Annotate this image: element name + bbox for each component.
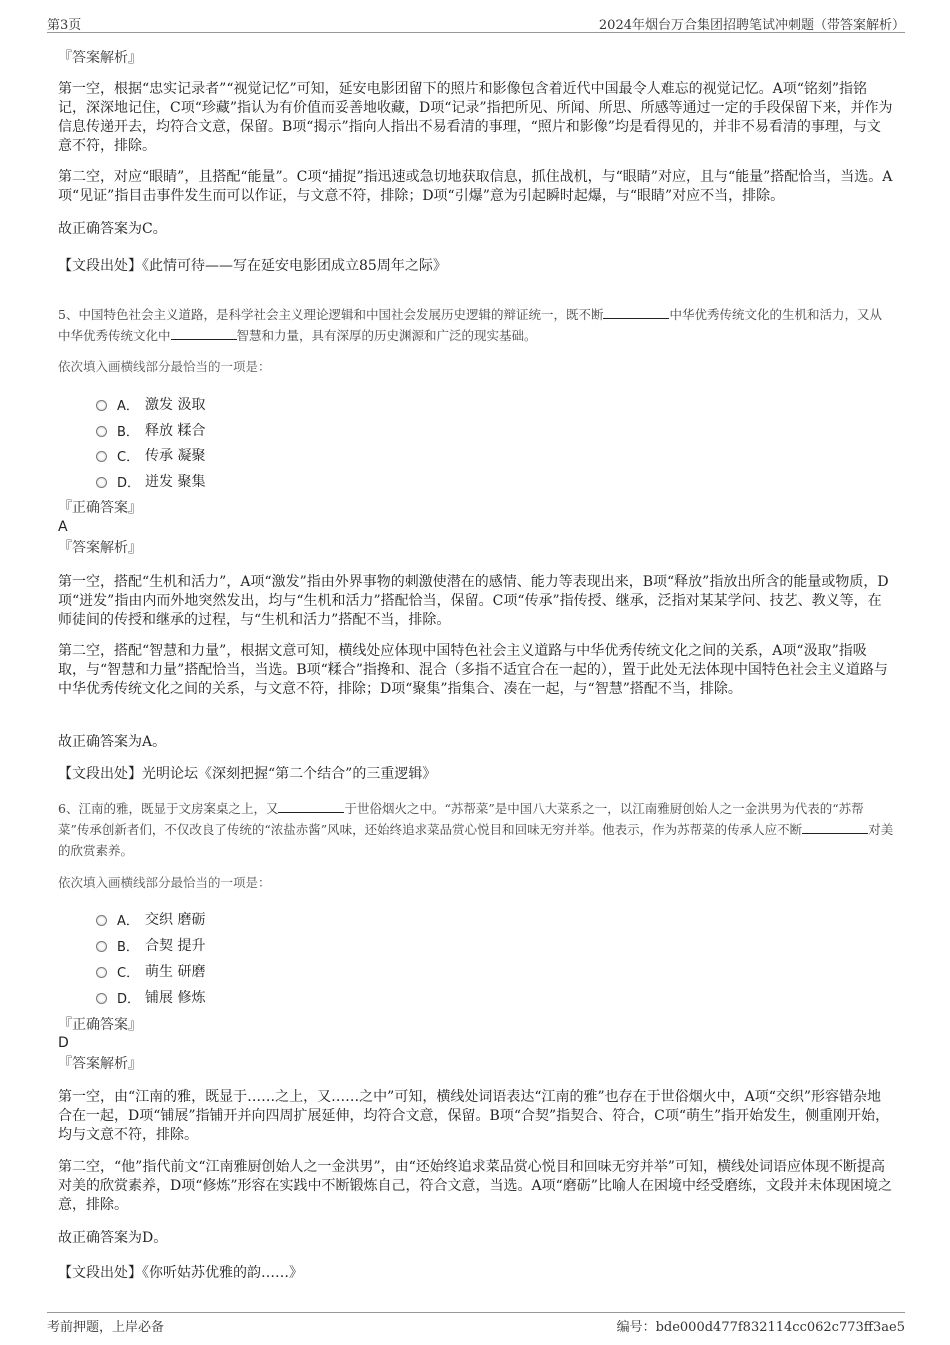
source-label: 【文段出处】 [58, 258, 142, 274]
option-text: 铺展 修炼 [145, 990, 206, 1006]
option-key: D． [117, 991, 141, 1007]
option-text: 萌生 研磨 [145, 964, 206, 980]
radio-icon[interactable] [96, 400, 107, 411]
analysis-paragraph: 第一空，搭配“生机和活力”，A项“激发”指由外界事物的刺激使潜在的感情、能力等表现出来，B项“释放”指放出所含的能量或物质，D项“迸发”指由内而外地突然发出，均与“生机和活力”搭配恰当，保留。C项“传承”指传授、继承，泛指对某某学问、技艺、教义等，在师徒间的传授和继承的过程，与“生机和活力”搭配不当，排除。 [58, 574, 889, 628]
option-key: C． [117, 965, 140, 981]
footer-slogan: 考前押题，上岸必备 [47, 1320, 165, 1335]
instruction: 依次填入画横线部分最恰当的一项是： [58, 359, 271, 374]
page-number: 第3页 [47, 18, 82, 33]
document-title: 2024年烟台万合集团招聘笔试冲刺题（带答案解析） [598, 18, 905, 33]
option-text: 传承 凝聚 [145, 448, 206, 464]
source-line [58, 1263, 894, 1283]
analysis-label: 『答案解析』 [58, 540, 142, 556]
radio-icon[interactable] [96, 451, 107, 462]
source-label: 【文段出处】 [58, 1265, 142, 1281]
conclusion: 故正确答案为C。 [58, 221, 167, 237]
radio-icon[interactable] [96, 915, 107, 926]
analysis-paragraph: 第一空，根据“忠实记录者”“视觉记忆”可知，延安电影团留下的照片和影像包含着近代中国最令人难忘的视觉记忆。A项“铭刻”指铭记，深深地记住，C项“珍藏”指认为有价值而妥善地收藏，D项“记录”指把所见、所闻、所思、所感等通过一定的手段保留下来，并作为信息传递开去，均符合文意，保留。B项“揭示”指向人指出不易看清的事理，“照片和影像”均是看得见的，并非不易看清的事理，与文意不符，排除。 [58, 81, 893, 154]
page-header [47, 10, 905, 33]
source-text: 《你听姑苏优雅的韵……》 [142, 1265, 303, 1281]
question-stem [58, 304, 894, 346]
analysis-label: 『答案解析』 [58, 1056, 142, 1072]
analysis-paragraph: 第二空，“他”指代前文“江南雅厨创始人之一金洪男”，由“还始终追求菜品赏心悦目和回味无穷并举”可知，横线处词语应体现不断提高对美的欣赏素养，D项“修炼”形容在实践中不断锻炼自己，符合文意，当选。A项“磨砺”比喻人在困境中经受磨练，文段并未体现困境之意，排除。 [58, 1159, 892, 1213]
option-text: 释放 糅合 [145, 423, 206, 439]
analysis-paragraph: 第二空，对应“眼睛”，且搭配“能量”。C项“捕捉”指迅速或急切地获取信息，抓住战机，与“眼睛”对应，且与“能量”搭配恰当，当选。A项“见证”指目击事件发生而可以作证，与文意不符，排除；D项“引爆”意为引起瞬时起爆，与“眼睛”对应不当，排除。 [58, 169, 893, 204]
correct-answer: D [58, 1035, 69, 1051]
option-d[interactable] [96, 986, 205, 1008]
fill-blank [802, 821, 868, 834]
analysis-paragraph: 第一空，由“江南的雅，既显于……之上，又……之中”可知，横线处词语表达“江南的雅”也存在于世俗烟火中，A项“交织”形容错杂地合在一起，D项“铺展”指铺开并向四周扩展延伸，均符合文意，保留。B项“合契”指契合、符合，C项“萌生”指开始发生，侧重刚开始，均与文意不符，排除。 [58, 1089, 890, 1143]
option-text: 激发 汲取 [145, 397, 206, 413]
source-label: 【文段出处】 [58, 766, 142, 782]
stem-text: 6、江南的雅，既显于文房案桌之上，又 [58, 801, 279, 816]
option-text: 合契 提升 [145, 938, 206, 954]
source-line [58, 764, 894, 784]
stem-text: 中华优秀传统文化的生机和活力，又从中华优秀传统文化中 [58, 307, 882, 343]
radio-icon[interactable] [96, 477, 107, 488]
radio-icon[interactable] [96, 941, 107, 952]
document-id: 编号：bde000d477f832114cc062c773ff3ae5 [616, 1320, 905, 1335]
option-key: C． [117, 449, 140, 465]
stem-text: 于世俗烟火之中。“苏帮菜”是中国八大菜系之一，以江南雅厨创始人之一金洪男为代表的“苏帮菜”传承创新者们，不仅改良了传统的“浓盐赤酱”风味，还始终追求菜品赏心悦目和回味无穷并举。他表示，作为苏帮菜的传承人应不断 [58, 801, 864, 837]
option-d[interactable] [96, 470, 205, 492]
page-footer [47, 1312, 905, 1335]
fill-blank [603, 306, 669, 319]
source-line [58, 256, 894, 276]
option-key: B． [117, 939, 139, 955]
stem-text: 5、中国特色社会主义道路，是科学社会主义理论逻辑和中国社会发展历史逻辑的辩证统一，既不断 [58, 307, 604, 322]
conclusion: 故正确答案为A。 [58, 734, 167, 750]
radio-icon[interactable] [96, 993, 107, 1004]
option-a[interactable] [96, 393, 205, 415]
radio-icon[interactable] [96, 426, 107, 437]
question-stem [58, 798, 894, 861]
option-key: A． [117, 398, 139, 414]
fill-blank [171, 327, 237, 340]
correct-answer-label: 『正确答案』 [58, 1017, 142, 1033]
source-text: 光明论坛《深刻把握“第二个结合”的三重逻辑》 [142, 766, 437, 782]
correct-answer-label: 『正确答案』 [58, 500, 142, 516]
instruction: 依次填入画横线部分最恰当的一项是： [58, 875, 271, 890]
option-key: B． [117, 424, 139, 440]
option-b[interactable] [96, 419, 205, 441]
fill-blank [278, 800, 344, 813]
analysis-paragraph: 第二空，搭配“智慧和力量”，根据文意可知，横线处应体现中国特色社会主义道路与中华优秀传统文化之间的关系，A项“汲取”指吸取，与“智慧和力量”搭配恰当，当选。B项“糅合”指搀和、混合（多指不适宜合在一起的），置于此处无法体现中国特色社会主义道路与中华优秀传统文化之间的关系，与文意不符，排除；D项“聚集”指集合、凑在一起，与“智慧”搭配不当，排除。 [58, 643, 888, 697]
correct-answer: A [58, 519, 68, 535]
radio-icon[interactable] [96, 967, 107, 978]
stem-text: 智慧和力量，具有深厚的历史渊源和广泛的现实基础。 [236, 328, 537, 343]
option-c[interactable] [96, 444, 205, 466]
analysis-label: 『答案解析』 [58, 50, 142, 66]
option-a[interactable] [96, 908, 205, 930]
option-key: D． [117, 475, 141, 491]
option-c[interactable] [96, 960, 205, 982]
option-key: A． [117, 913, 139, 929]
stem-text: 对美的欣赏素养。 [58, 822, 894, 858]
conclusion: 故正确答案为D。 [58, 1230, 168, 1246]
option-text: 交织 磨砺 [145, 912, 206, 928]
source-text: 《此情可待——写在延安电影团成立85周年之际》 [142, 258, 447, 274]
option-text: 迸发 聚集 [145, 474, 206, 490]
option-b[interactable] [96, 934, 205, 956]
